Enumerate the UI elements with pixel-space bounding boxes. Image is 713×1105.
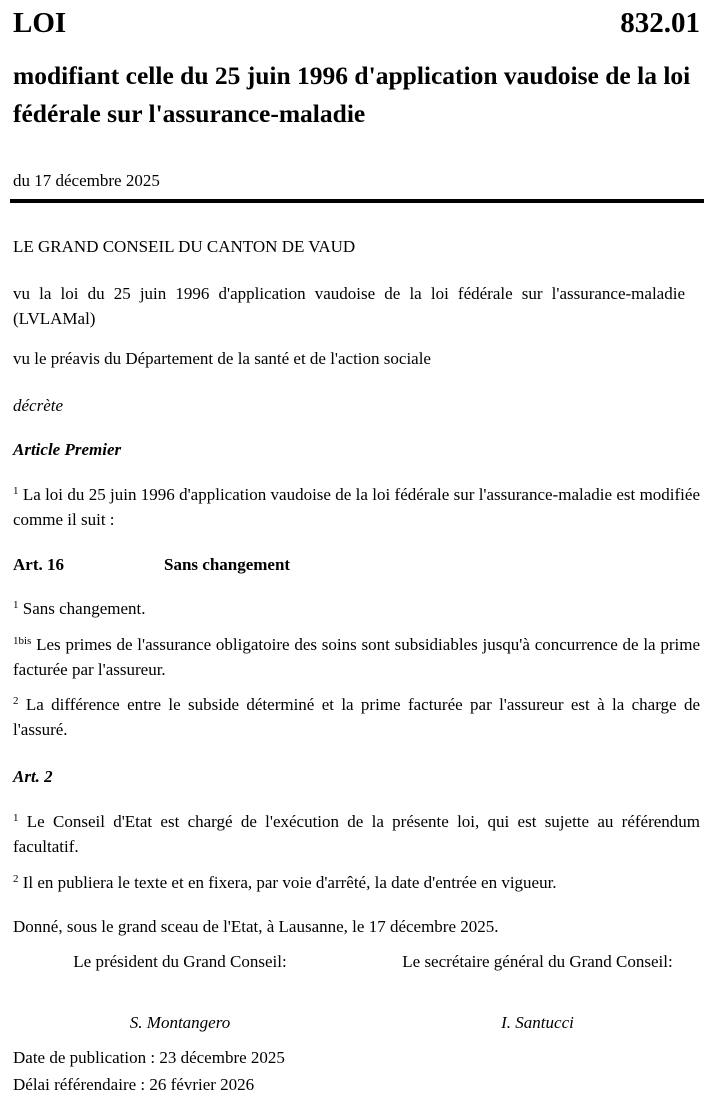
decrete-word: décrète: [13, 396, 64, 415]
paragraph-number: 2: [13, 873, 19, 885]
paragraph-text: Le Conseil d'Etat est chargé de l'exécution de la présente loi, qui est sujette au référendum facultatif.: [13, 812, 701, 856]
given-under-seal: Donné, sous le grand sceau de l'Etat, à Lausanne, le 17 décembre 2025.: [13, 917, 499, 936]
paragraph-text: La loi du 25 juin 1996 d'application vaudoise de la loi fédérale sur l'assurance-maladie est modifiée comme il suit :: [13, 485, 700, 529]
art2-paragraph-1: [13, 809, 700, 859]
referendum-deadline: Délai référendaire : 26 février 2026: [13, 1075, 255, 1094]
art16-paragraph-1bis: [13, 632, 700, 682]
law-date: du 17 décembre 2025: [13, 171, 160, 190]
header-divider: [10, 199, 704, 203]
secretary-name: I. Santucci: [501, 1013, 574, 1032]
document-type: LOI: [13, 7, 67, 39]
art16-paragraph-2: [13, 692, 700, 742]
art2-paragraph-2: [13, 870, 700, 895]
president-title: Le président du Grand Conseil:: [73, 952, 287, 971]
art16-paragraph-1: [13, 596, 700, 621]
paragraph-number: 1bis: [13, 635, 32, 647]
art16-title: Sans changement: [164, 555, 291, 574]
art2-heading: Art. 2: [13, 767, 53, 786]
paragraph-number: 2: [13, 695, 19, 707]
paragraph-number: 1: [13, 485, 19, 497]
art16-label: Art. 16: [13, 555, 64, 574]
law-title: modifiant celle du 25 juin 1996 d'application vaudoise de la loi fédérale sur l'assurance-maladie: [13, 61, 691, 128]
secretary-title: Le secrétaire général du Grand Conseil:: [402, 952, 673, 971]
paragraph-text: La différence entre le subside déterminé et la prime facturée par l'assureur est à la charge de l'assuré.: [13, 695, 701, 739]
preamble-vu-law: vu la loi du 25 juin 1996 d'application vaudoise de la loi fédérale sur l'assurance-maladie (LVLAMal): [13, 284, 685, 328]
paragraph-text: Sans changement.: [22, 599, 146, 618]
art16-heading-row: [13, 552, 291, 577]
publication-date: Date de publication : 23 décembre 2025: [13, 1048, 285, 1067]
law-number: 832.01: [620, 7, 700, 39]
paragraph-number: 1: [13, 599, 19, 611]
paragraph-text: Les primes de l'assurance obligatoire des soins sont subsidiables jusqu'à concurrence de la prime facturée par l'assureur.: [13, 635, 701, 679]
paragraph-text: Il en publiera le texte et en fixera, par voie d'arrêté, la date d'entrée en vigueur.: [22, 873, 557, 892]
paragraph-number: 1: [13, 812, 19, 824]
preamble-vu-preavis: vu le préavis du Département de la santé et de l'action sociale: [13, 349, 431, 368]
president-name: S. Montangero: [129, 1013, 231, 1032]
enacting-authority: LE GRAND CONSEIL DU CANTON DE VAUD: [13, 237, 356, 256]
article-premier-paragraph-1: [13, 482, 700, 532]
article-premier-heading: Article Premier: [13, 440, 122, 459]
